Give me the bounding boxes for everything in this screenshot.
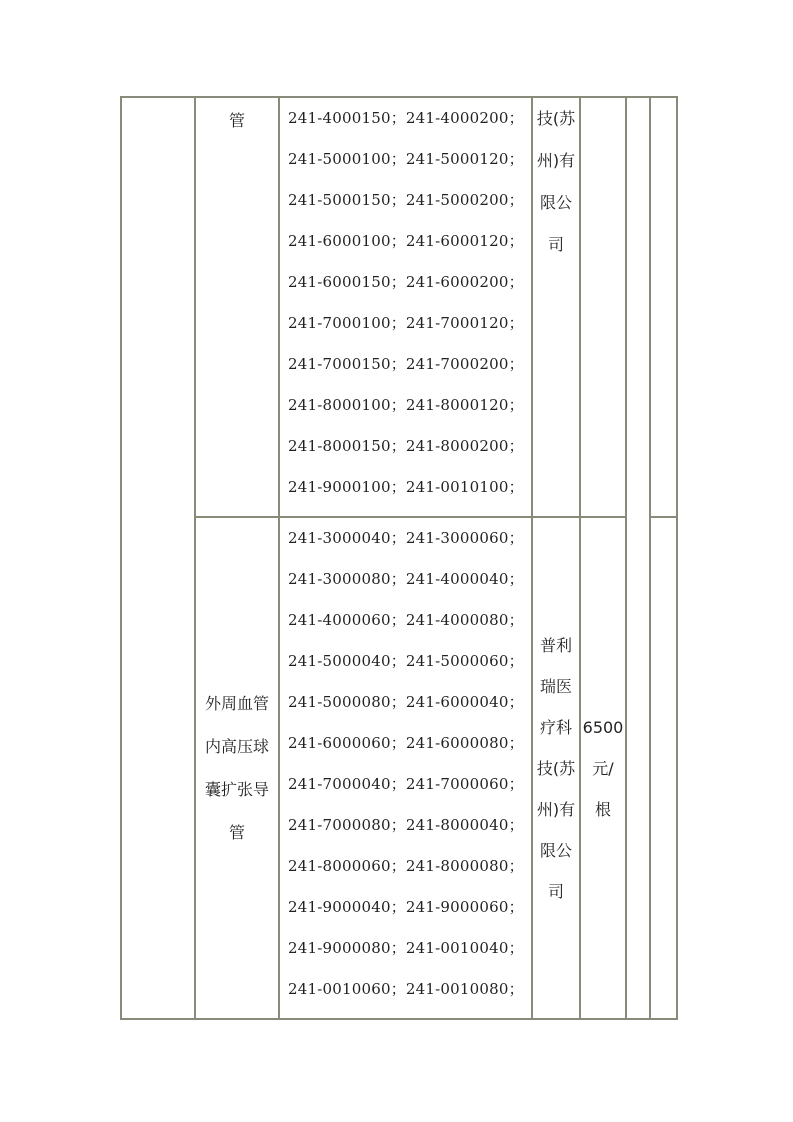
- manufacturer-cell: [532, 97, 580, 517]
- manufacturer-line: 瑞医: [539, 676, 572, 696]
- model-list-cell: [279, 517, 532, 1019]
- model-line: 241-9000080；241-0010040；: [288, 939, 524, 957]
- model-line: 241-9000040；241-9000060；: [288, 898, 524, 916]
- table-row: [121, 97, 677, 517]
- product-name-line: 外周血管: [204, 694, 269, 713]
- model-line: 241-3000080；241-4000040；: [288, 570, 524, 588]
- product-name-cell: [195, 97, 279, 517]
- model-line: 241-4000060；241-4000080；: [288, 611, 524, 629]
- model-line: 241-7000080；241-8000040；: [288, 816, 524, 834]
- manufacturer-line: 司: [547, 881, 564, 901]
- blank-cell: [650, 517, 677, 1019]
- product-name-line: 内高压球: [204, 737, 269, 756]
- product-name-line: 管: [228, 823, 245, 842]
- product-name-line: 囊扩张导: [204, 780, 269, 799]
- model-line: 241-7000040；241-7000060；: [288, 775, 524, 793]
- manufacturer-line: 技(苏: [536, 758, 576, 778]
- blank-cell: [626, 97, 650, 1019]
- price-cell: [580, 517, 626, 1019]
- model-line: 241-6000150；241-6000200；: [288, 273, 524, 291]
- manufacturer-line: 限公: [539, 840, 572, 860]
- model-line: 241-5000100；241-5000120；: [288, 150, 524, 168]
- manufacturer-cell: [532, 517, 580, 1019]
- product-name-cell: [195, 517, 279, 1019]
- manufacturer-line: 州)有: [536, 799, 576, 819]
- model-line: 241-3000040；241-3000060；: [288, 529, 524, 547]
- blank-index-cell: [121, 97, 195, 1019]
- model-line: 241-9000100；241-0010100；: [288, 478, 524, 496]
- model-line: 241-8000060；241-8000080；: [288, 857, 524, 875]
- model-list-cell: [279, 97, 532, 517]
- blank-cell: [650, 97, 677, 517]
- model-line: 241-8000150；241-8000200；: [288, 437, 524, 455]
- price-line: 根: [594, 799, 611, 819]
- model-line: 241-4000150；241-4000200；: [288, 109, 524, 127]
- model-line: 241-5000080；241-6000040；: [288, 693, 524, 711]
- manufacturer-line: 州)有: [536, 151, 576, 170]
- model-line: 241-7000100；241-7000120；: [288, 314, 524, 332]
- model-line: 241-0010060；241-0010080；: [288, 980, 524, 998]
- model-line: 241-8000100；241-8000120；: [288, 396, 524, 414]
- manufacturer-line: 限公: [539, 193, 572, 212]
- table-row: [121, 517, 677, 1019]
- model-line: 241-6000060；241-6000080；: [288, 734, 524, 752]
- manufacturer-line: 普利: [539, 635, 572, 655]
- price-line: 元/: [592, 758, 614, 778]
- price-cell: [580, 97, 626, 517]
- model-line: 241-6000100；241-6000120；: [288, 232, 524, 250]
- product-name-line: 管: [228, 111, 245, 130]
- product-table: [120, 96, 678, 1020]
- price-line: 6500: [582, 717, 624, 737]
- manufacturer-line: 司: [547, 235, 564, 254]
- model-line: 241-5000040；241-5000060；: [288, 652, 524, 670]
- manufacturer-line: 技(苏: [536, 109, 576, 128]
- model-line: 241-7000150；241-7000200；: [288, 355, 524, 373]
- manufacturer-line: 疗科: [539, 717, 572, 737]
- model-line: 241-5000150；241-5000200；: [288, 191, 524, 209]
